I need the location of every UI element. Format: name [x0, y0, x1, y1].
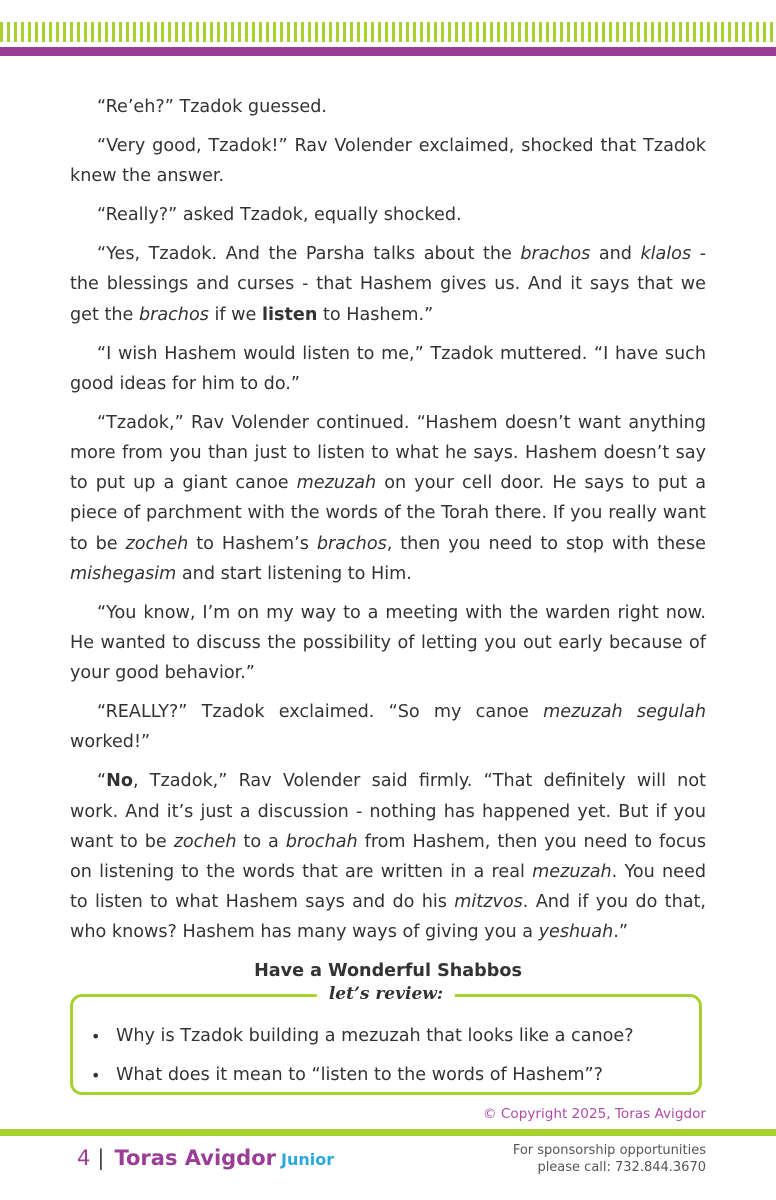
review-question: • Why is Tzadok building a mezuzah that looks like a canoe?: [89, 1017, 683, 1056]
story-body: [70, 92, 706, 995]
italic-term: brochah: [285, 831, 358, 852]
bold-term: No: [106, 771, 133, 792]
footer-branding: [77, 1146, 334, 1174]
italic-term: mezuzah: [532, 862, 612, 883]
paragraph-4: “Yes, Tzadok. And the Parsha talks about the brachos and klalos - the blessings and curses - that Hashem gives us. And it says that we get the brachos if we listen to Hashem.”: [70, 244, 706, 325]
italic-term: zocheh: [173, 831, 237, 852]
paragraph-6: “Tzadok,” Rav Volender continued. “Hashem doesn’t want anything more from you than just to listen to what he says. Hashem doesn’t say to put up a giant canoe mezuzah on your cell door. He says to put a piece of parchment with the words of the Torah there. If you really want to be zocheh to Hashem’s brachos, then you need to stop with these mishegasim and start listening to Him.: [70, 412, 706, 584]
top-purple-bar: [0, 47, 776, 56]
top-decorative-ticks: [0, 22, 776, 42]
page-number: 4: [77, 1146, 91, 1170]
sponsorship-phone: please call: 732.844.3670: [537, 1160, 706, 1175]
brand-logo-main: Toras Avigdor: [114, 1146, 276, 1170]
italic-term: klalos: [640, 244, 692, 265]
bullet-icon: •: [91, 1027, 101, 1046]
sponsorship-line: For sponsorship opportunities: [512, 1143, 706, 1158]
paragraph-7: “You know, I’m on my way to a meeting with the warden right now. He wanted to discuss the possibility of letting you out early because of your good behavior.”: [70, 602, 706, 684]
sponsorship-info: [513, 1142, 706, 1176]
paragraph-3: “Really?” asked Tzadok, equally shocked.: [97, 205, 462, 226]
italic-term: mezuzah segulah: [543, 702, 706, 723]
italic-term: brachos: [138, 304, 209, 325]
review-title: let’s review:: [317, 983, 455, 1005]
footer-separator: |: [97, 1146, 105, 1170]
italic-term: brachos: [316, 533, 387, 554]
italic-term: mezuzah: [296, 473, 377, 494]
italic-term: mitzvos: [454, 892, 523, 913]
review-list: [89, 1017, 683, 1095]
review-question: • What does it mean to “listen to the words of Hashem”?: [89, 1056, 683, 1095]
italic-term: yeshuah: [538, 922, 614, 943]
italic-term: zocheh: [125, 533, 189, 554]
review-box: [70, 984, 702, 1095]
bottom-green-bar: [0, 1129, 776, 1136]
italic-term: brachos: [520, 244, 591, 265]
brand-logo-sub: Junior: [281, 1150, 335, 1169]
paragraph-9: “No, Tzadok,” Rav Volender said firmly. “That definitely will not work. And it’s just a discussion - nothing has happened yet. But if you want to be zocheh to a brochah from Hashem, then you need to focus on listening to the words that are written in a real mezuzah. You need to listen to what Hashem says and do his mitzvos. And if you do that, who knows? Hashem has many ways of giving you a yeshuah.”: [70, 771, 706, 943]
paragraph-8: “REALLY?” Tzadok exclaimed. “So my canoe mezuzah segulah worked!”: [70, 702, 706, 753]
paragraph-1: “Re’eh?” Tzadok guessed.: [97, 97, 327, 117]
bullet-icon: •: [91, 1066, 101, 1085]
copyright-notice: © Copyright 2025, Toras Avigdor: [482, 1106, 706, 1122]
paragraph-5: “I wish Hashem would listen to me,” Tzadok muttered. “I have such good ideas for him to do.”: [70, 343, 706, 394]
closing-line: Have a Wonderful Shabbos: [254, 961, 522, 982]
bold-term: listen: [261, 304, 318, 325]
italic-term: mishegasim: [70, 563, 177, 584]
paragraph-2: “Very good, Tzadok!” Rav Volender exclaimed, shocked that Tzadok knew the answer.: [70, 136, 706, 187]
